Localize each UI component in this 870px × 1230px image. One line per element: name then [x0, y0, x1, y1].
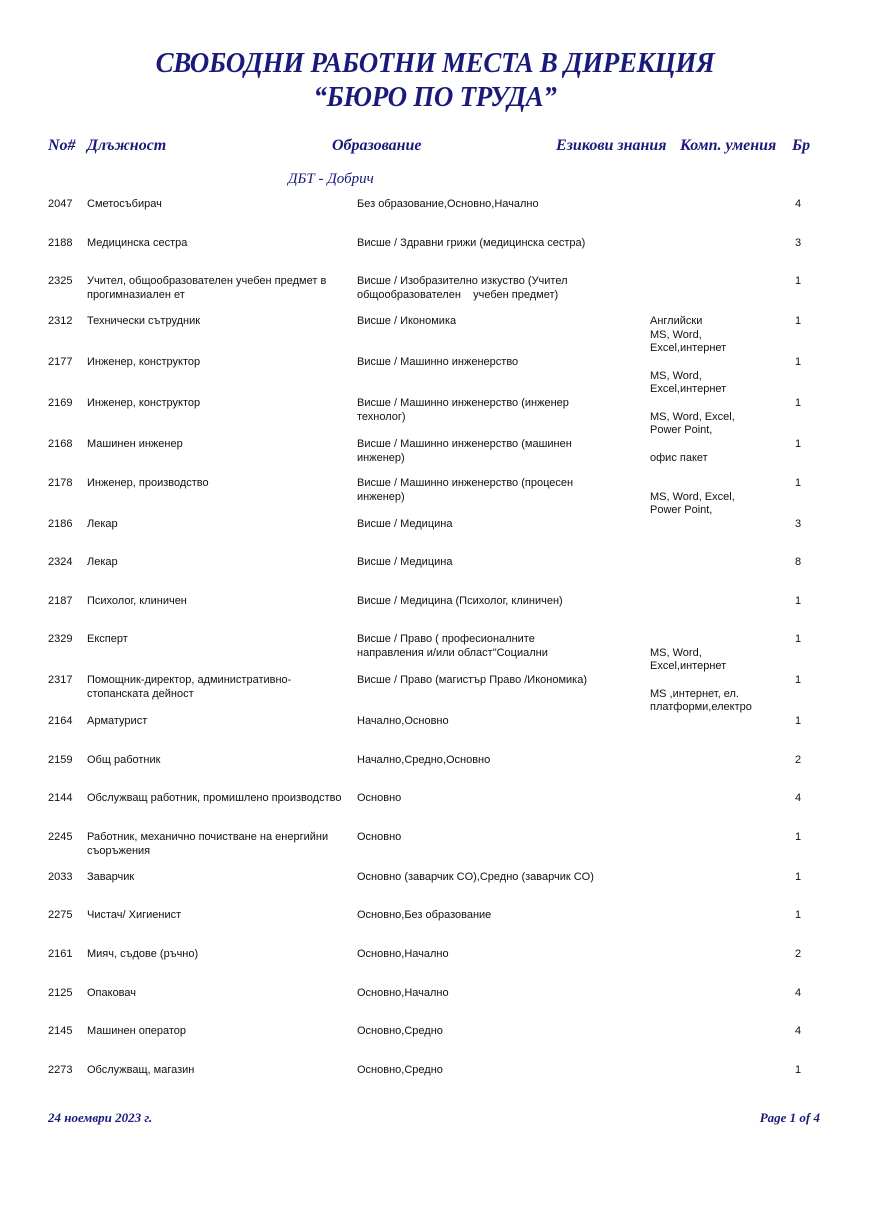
- row-education: Основно,Начално: [357, 987, 449, 999]
- row-count: 1: [795, 633, 802, 645]
- row-count: 1: [795, 315, 802, 327]
- row-position: Арматурист: [87, 715, 148, 727]
- table-row: [0, 477, 870, 516]
- row-count: 1: [795, 715, 802, 727]
- row-number: 2187: [48, 595, 73, 607]
- row-education: Начално,Основно: [357, 715, 449, 727]
- row-position: Обслужващ, магазин: [87, 1064, 195, 1076]
- row-count: 1: [795, 397, 802, 409]
- row-count: 8: [795, 556, 802, 568]
- row-position: Лекар: [87, 556, 118, 568]
- row-count: 1: [795, 356, 802, 368]
- table-row: [0, 1064, 870, 1100]
- table-row: [0, 315, 870, 354]
- table-row: [0, 987, 870, 1023]
- row-position: Обслужващ работник, промишлено производство: [87, 792, 342, 804]
- table-row: [0, 754, 870, 790]
- section-heading: ДБТ - Добрич: [288, 171, 374, 187]
- row-education: Висше / Икономика: [357, 315, 457, 327]
- title-line-1: СВОБОДНИ РАБОТНИ МЕСТА В ДИРЕКЦИЯ: [155, 47, 715, 79]
- row-position: Експерт: [87, 633, 128, 645]
- row-number: 2177: [48, 356, 73, 368]
- row-position: Заварчик: [87, 871, 135, 883]
- row-number: 2178: [48, 477, 73, 489]
- row-position: Инженер, конструктор: [87, 356, 201, 368]
- row-number: 2164: [48, 715, 73, 727]
- table-row: [0, 948, 870, 984]
- row-number: 2145: [48, 1025, 73, 1037]
- header-position: Длъжност: [87, 137, 167, 154]
- row-count: 1: [795, 595, 802, 607]
- row-count: 1: [795, 831, 802, 843]
- table-row: [0, 275, 870, 311]
- row-education: Основно,Средно: [357, 1025, 443, 1037]
- row-position: Инженер, конструктор: [87, 397, 201, 409]
- row-number: 2188: [48, 237, 73, 249]
- row-position: Инженер, производство: [87, 477, 209, 489]
- row-number: 2144: [48, 792, 73, 804]
- table-row: [0, 674, 870, 713]
- row-count: 1: [795, 871, 802, 883]
- row-number: 2161: [48, 948, 73, 960]
- table-row: [0, 356, 870, 395]
- row-number: 2329: [48, 633, 73, 645]
- row-number: 2325: [48, 275, 73, 287]
- table-row: [0, 1025, 870, 1061]
- header-computer-skills: Комп. умения: [680, 137, 777, 154]
- row-count: 1: [795, 477, 802, 489]
- table-row: [0, 438, 870, 474]
- row-position: Машинен оператор: [87, 1025, 187, 1037]
- row-position: Технически сътрудник: [87, 315, 201, 327]
- row-count: 1: [795, 438, 802, 450]
- row-count: 4: [795, 792, 802, 804]
- header-no: No#: [48, 137, 76, 154]
- row-education: Основно (заварчик CO),Средно (заварчик CO): [357, 871, 594, 883]
- row-position: Учител, общообразователен учебен предмет в прогимназиален ет: [87, 275, 327, 301]
- row-count: 2: [795, 754, 802, 766]
- table-row: [0, 237, 870, 273]
- row-position: Чистач/ Хигиенист: [87, 909, 182, 921]
- table-row: [0, 397, 870, 436]
- row-number: 2033: [48, 871, 73, 883]
- row-education: Висше / Машинно инженерство (процесен инженер): [357, 477, 574, 503]
- row-position: Мияч, съдове (ръчно): [87, 948, 199, 960]
- row-number: 2245: [48, 831, 73, 843]
- table-row: [0, 518, 870, 554]
- row-position: Опаковач: [87, 987, 137, 999]
- table-row: [0, 633, 870, 672]
- table-row: [0, 871, 870, 907]
- row-education: Основно: [357, 792, 402, 804]
- row-count: 1: [795, 1064, 802, 1076]
- row-education: Основно,Без образование: [357, 909, 492, 921]
- row-education: Висше / Машинно инженерство (машинен инженер): [357, 438, 572, 464]
- row-count: 2: [795, 948, 802, 960]
- row-education: Основно,Начално: [357, 948, 449, 960]
- header-languages: Езикови знания: [556, 137, 667, 154]
- row-count: 4: [795, 987, 802, 999]
- row-number: 2169: [48, 397, 73, 409]
- row-education: Висше / Медицина: [357, 518, 453, 530]
- row-number: 2168: [48, 438, 73, 450]
- table-row: [0, 595, 870, 631]
- row-number: 2317: [48, 674, 73, 686]
- row-number: 2186: [48, 518, 73, 530]
- row-count: 3: [795, 237, 802, 249]
- row-computer-skills: MS, Word, Excel,интернет: [650, 369, 727, 395]
- row-count: 1: [795, 909, 802, 921]
- row-number: 2125: [48, 987, 73, 999]
- row-count: 1: [795, 275, 802, 287]
- row-count: 4: [795, 1025, 802, 1037]
- row-number: 2047: [48, 198, 73, 210]
- row-education: Висше / Право (магистър Право /Икономика): [357, 674, 588, 686]
- row-count: 1: [795, 674, 802, 686]
- row-education: Висше / Изобразително изкуство (Учител общообразователен учебен предмет): [357, 275, 568, 301]
- row-position: Помощник-директор, административно-стопанската дейност: [87, 674, 292, 700]
- row-number: 2324: [48, 556, 73, 568]
- table-row: [0, 556, 870, 592]
- row-education: Основно,Средно: [357, 1064, 443, 1076]
- table-row: [0, 831, 870, 867]
- table-row: [0, 715, 870, 751]
- row-education: Висше / Медицина: [357, 556, 453, 568]
- row-count: 4: [795, 198, 802, 210]
- row-number: 2159: [48, 754, 73, 766]
- table-row: [0, 792, 870, 828]
- row-education: Висше / Право ( професионалните направления и/или област"Социални: [357, 633, 548, 659]
- row-computer-skills: MS, Word, Excel, Power Point,: [650, 410, 735, 436]
- row-number: 2273: [48, 1064, 73, 1076]
- row-languages: Английски: [650, 315, 703, 327]
- footer-date: 24 ноември 2023 г.: [48, 1110, 153, 1125]
- row-education: Без образование,Основно,Начално: [357, 198, 539, 210]
- header-education: Образование: [332, 137, 422, 154]
- title-line-2: “БЮРО ПО ТРУДА”: [313, 81, 557, 113]
- row-computer-skills: MS, Word, Excel,интернет: [650, 328, 727, 354]
- row-number: 2275: [48, 909, 73, 921]
- row-position: Общ работник: [87, 754, 161, 766]
- footer-page-number: Page 1 of 4: [759, 1110, 820, 1125]
- row-position: Машинен инженер: [87, 438, 183, 450]
- row-education: Висше / Здравни грижи (медицинска сестра): [357, 237, 586, 249]
- row-education: Начално,Средно,Основно: [357, 754, 491, 766]
- row-computer-skills: MS, Word, Excel, Power Point,: [650, 490, 735, 516]
- table-row: [0, 198, 870, 234]
- row-position: Медицинска сестра: [87, 237, 188, 249]
- table-row: [0, 909, 870, 945]
- row-computer-skills: офис пакет: [650, 451, 708, 464]
- row-education: Основно: [357, 831, 402, 843]
- row-position: Работник, механично почистване на енергийни съоръжения: [87, 831, 329, 857]
- row-count: 3: [795, 518, 802, 530]
- row-education: Висше / Медицина (Психолог, клиничен): [357, 595, 563, 607]
- row-education: Висше / Машинно инженерство: [357, 356, 519, 368]
- row-position: Сметосъбирач: [87, 198, 162, 210]
- row-computer-skills: MS, Word, Excel,интернет: [650, 646, 727, 672]
- header-count: Бр: [792, 137, 811, 154]
- row-position: Психолог, клиничен: [87, 595, 187, 607]
- row-number: 2312: [48, 315, 73, 327]
- row-computer-skills: MS ,интернет, ел. платформи,електро: [650, 687, 752, 713]
- row-position: Лекар: [87, 518, 118, 530]
- row-education: Висше / Машинно инженерство (инженер технолог): [357, 397, 569, 423]
